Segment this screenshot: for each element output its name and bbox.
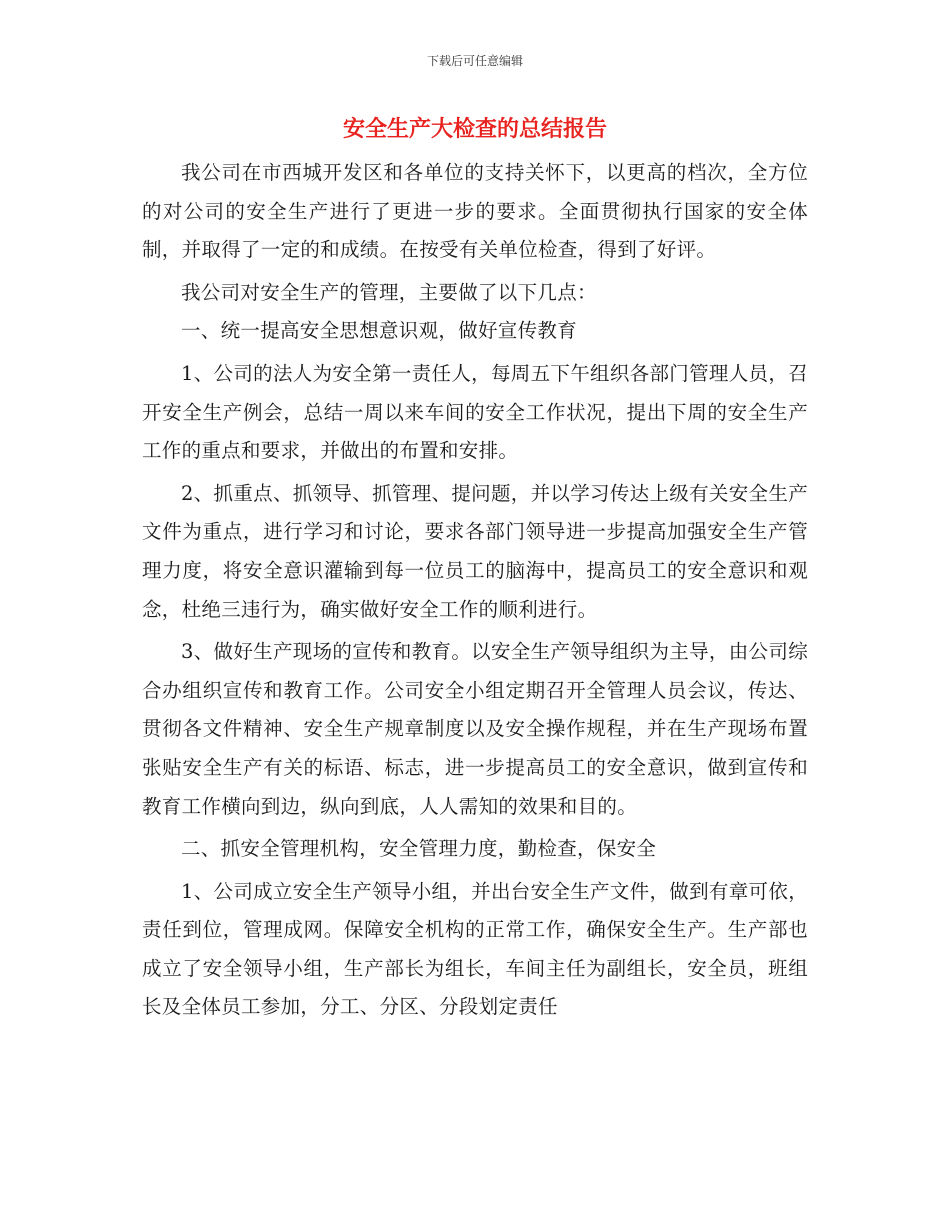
paragraph-item-1-2: 2、抓重点、抓领导、抓管理、提问题，并以学习传达上级有关安全生产文件为重点，进行学习和讨论，要求各部门领导进一步提高加强安全生产管理力度，将安全意识灌输到每一位员工的脑海中，提高员工的安全意识和观念，杜绝三违行为，确实做好安全工作的顺利进行。	[142, 481, 808, 621]
paragraph-overview: 我公司对安全生产的管理，主要做了以下几点：	[181, 280, 597, 304]
paragraph-item-1-1: 1、公司的法人为安全第一责任人，每周五下午组织各部门管理人员，召开安全生产例会，总结一周以来车间的安全工作状况，提出下周的安全生产工作的重点和要求，并做出的布置和安排。	[142, 361, 808, 463]
page-header-note: 下载后可任意编辑	[426, 54, 523, 68]
paragraph-item-2-1: 1、公司成立安全生产领导小组，并出台安全生产文件，做到有章可依，责任到位，管理成网。保障安全机构的正常工作，确保安全生产。生产部也成立了安全领导小组，生产部长为组长，车间主任为副组长，安全员，班组长及全体员工参加，分工、分区、分段划定责任	[142, 879, 808, 1019]
section-heading-1: 一、统一提高安全思想意识观，做好宣传教育	[181, 319, 578, 343]
document-title: 安全生产大检查的总结报告	[342, 117, 607, 142]
paragraph-intro: 我公司在市西城开发区和各单位的支持关怀下，以更高的档次，全方位的对公司的安全生产进行了更进一步的要求。全面贯彻执行国家的安全体制，并取得了一定的和成绩。在按受有关单位检查，得到了好评。	[142, 161, 808, 262]
paragraph-item-1-3: 3、做好生产现场的宣传和教育。以安全生产领导组织为主导，由公司综合办组织宣传和教育工作。公司安全小组定期召开全管理人员会议，传达、贯彻各文件精神、安全生产规章制度以及安全操作规程，并在生产现场布置张贴安全生产有关的标语、标志，进一步提高员工的安全意识，做到宣传和教育工作横向到边，纵向到底，人人需知的效果和目的。	[142, 640, 808, 818]
document-body	[142, 154, 808, 1027]
section-heading-2: 二、抓安全管理机构，安全管理力度，勤检查，保安全	[181, 837, 657, 861]
